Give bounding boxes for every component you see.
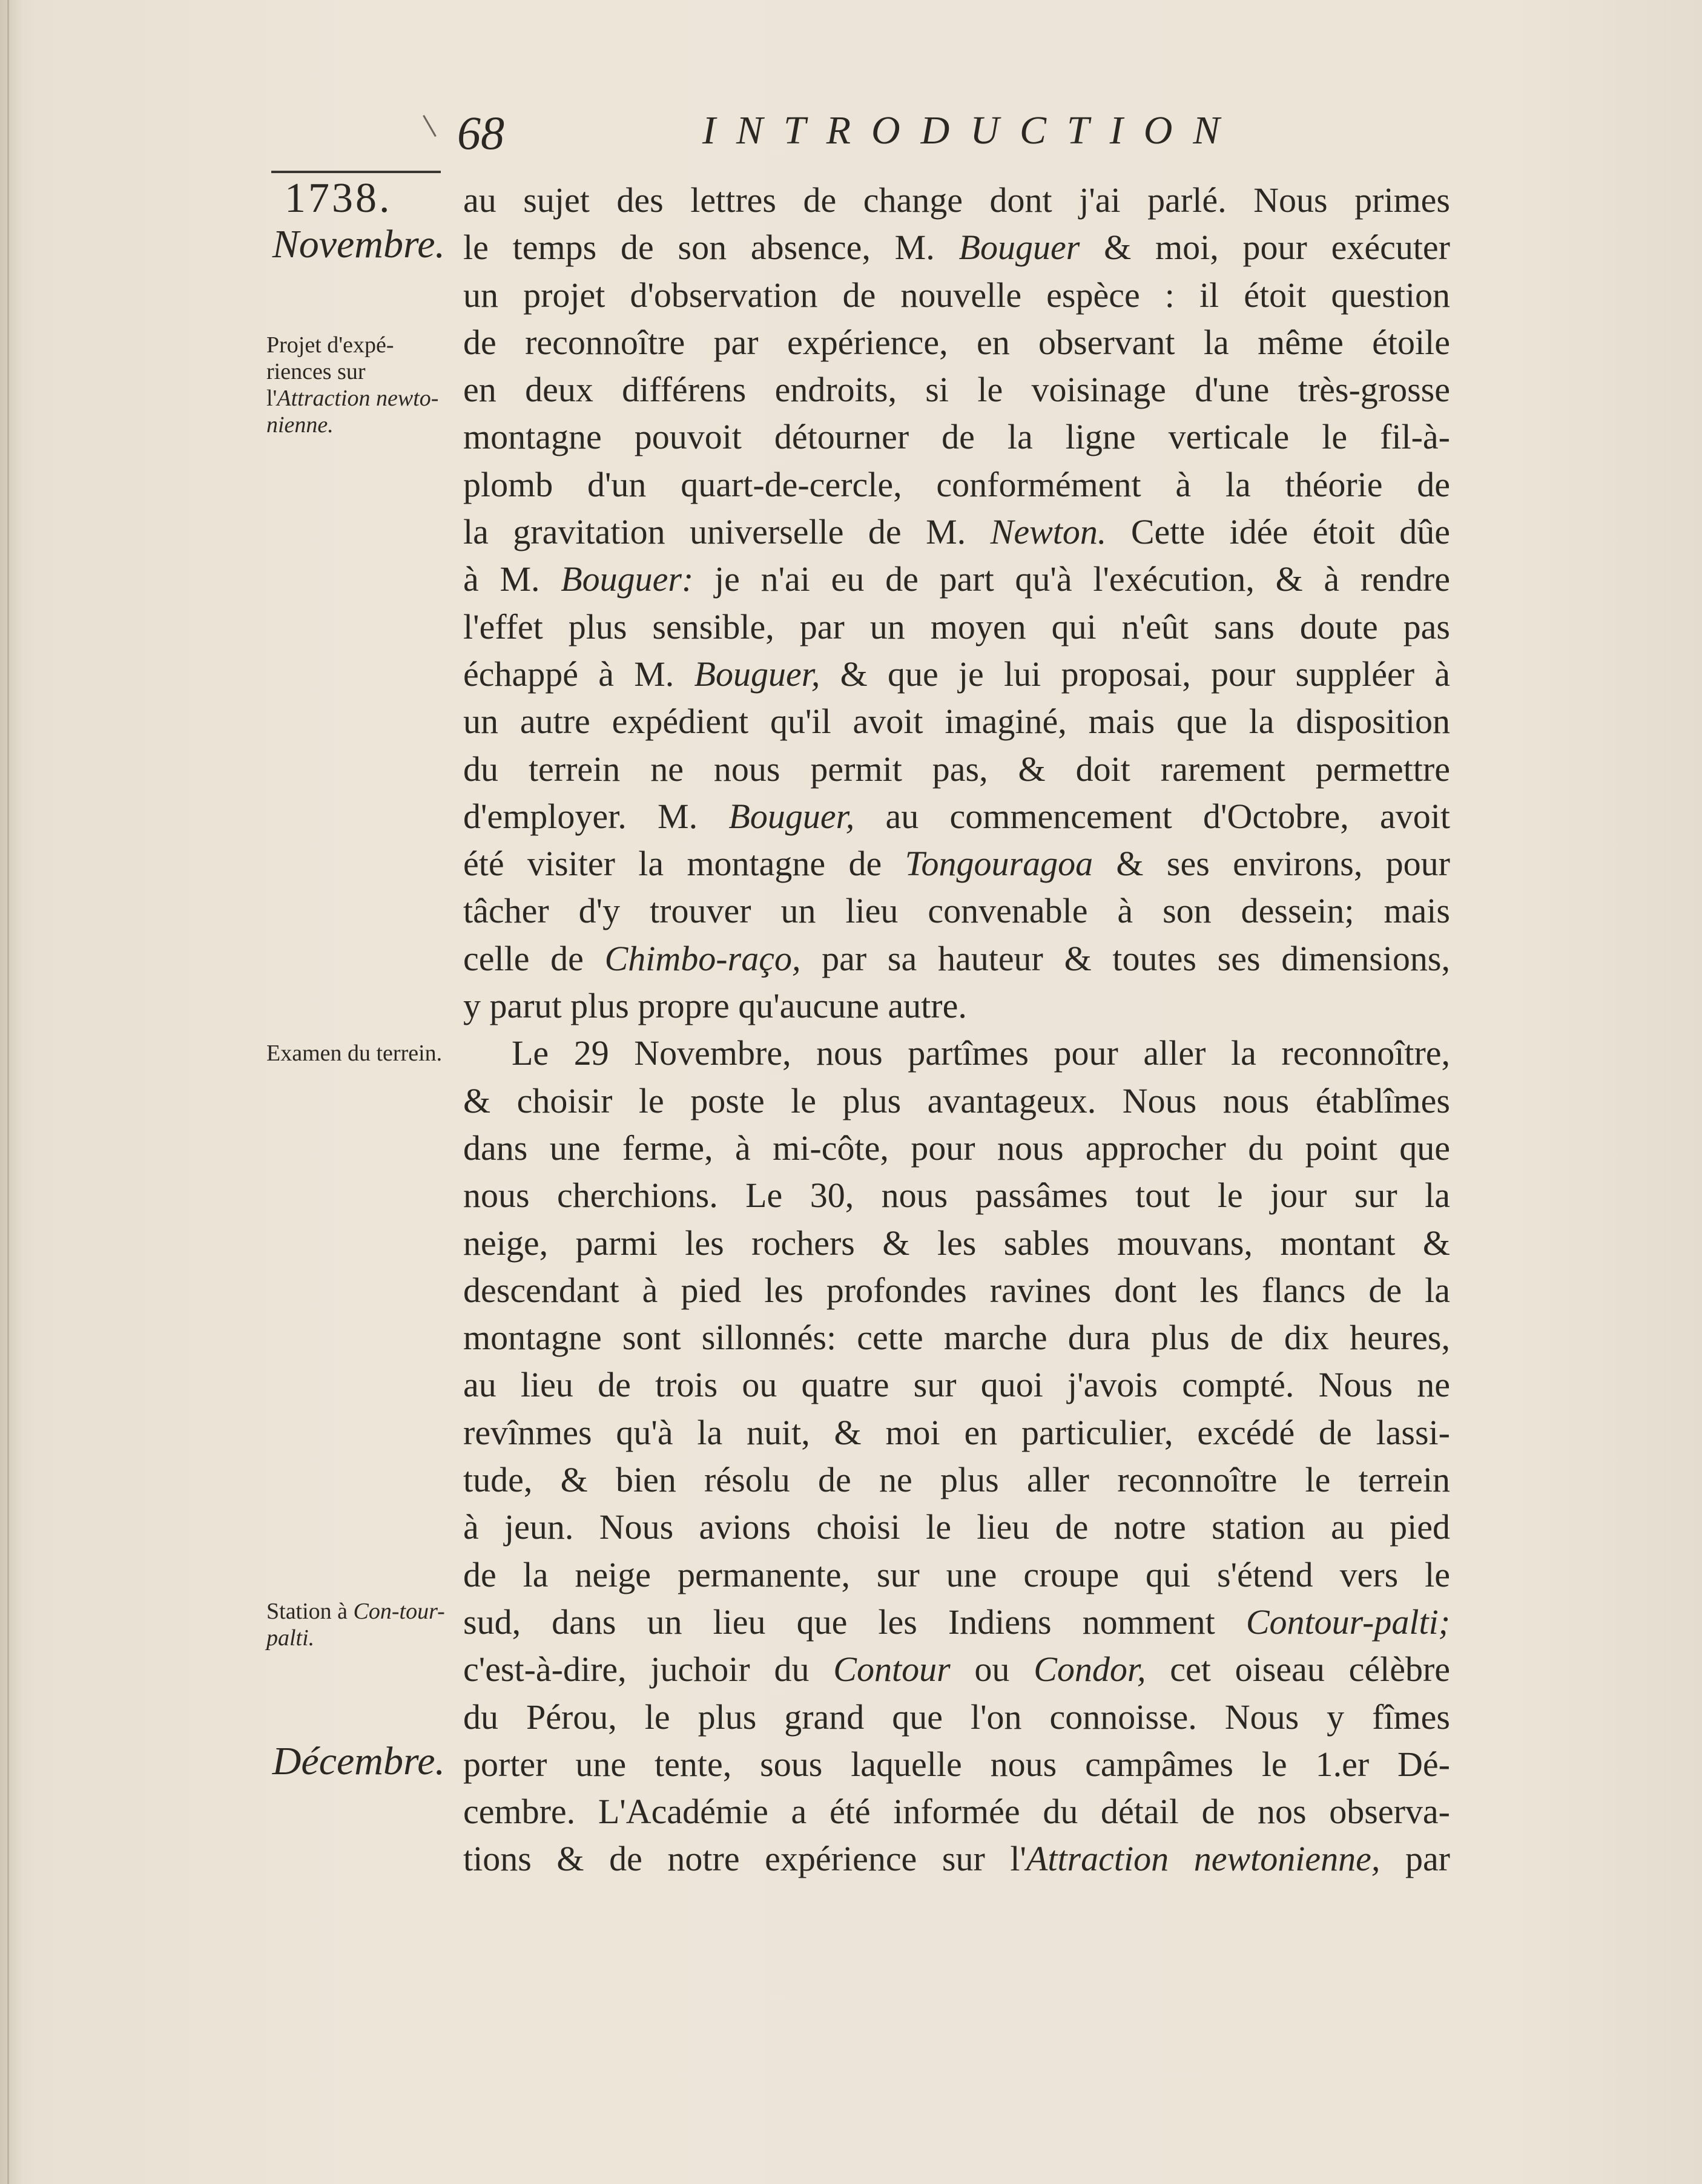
margin-note-projet-text: Projet d'expé-riences sur l' <box>266 332 394 411</box>
margin-note-examen-text: Examen du terrein. <box>266 1041 443 1066</box>
body-line: y parut plus propre qu'aucune autre. <box>463 986 967 1026</box>
body-line: en deux différens endroits, si le voisinage d'une très-grosse <box>463 370 1450 410</box>
gutter-shadow-line <box>7 0 9 2184</box>
body-text <box>463 177 1450 1883</box>
body-line: porter une tente, sous laquelle nous campâmes le 1.er Dé- <box>463 1744 1450 1784</box>
body-line: le temps de son absence, M. Bouguer & moi, pour exécuter <box>463 228 1450 268</box>
margin-month-november: Novembre. <box>272 222 445 266</box>
body-line: un projet d'observation de nouvelle espèce : il étoit question <box>463 275 1450 315</box>
body-line: c'est-à-dire, juchoir du Contour ou Condor, cet oiseau célèbre <box>463 1650 1450 1689</box>
binding-gutter <box>0 0 24 2184</box>
body-line: neige, parmi les rochers & les sables mouvans, montant & <box>463 1223 1450 1263</box>
margin-note-station-text: Station à <box>266 1599 354 1624</box>
body-line: Le 29 Novembre, nous partîmes pour aller la reconnoître, <box>512 1033 1450 1073</box>
body-line: de la neige permanente, sur une croupe qui s'étend vers le <box>463 1554 1450 1594</box>
margin-month-december: Décembre. <box>272 1739 445 1783</box>
margin-note-projet-italic: Attraction newto-nienne. <box>266 386 439 438</box>
body-line: cembre. L'Académie a été informée du détail de nos observa- <box>463 1792 1450 1832</box>
body-line: échappé à M. Bouguer, & que je lui proposai, pour suppléer à <box>463 654 1450 694</box>
body-line: celle de Chimbo-raço, par sa hauteur & toutes ses dimensions, <box>463 938 1450 978</box>
body-line: au lieu de trois ou quatre sur quoi j'avois compté. Nous ne <box>463 1365 1450 1405</box>
body-line: été visiter la montagne de Tongouragoa & ses environs, pour <box>463 844 1450 884</box>
body-line: revînmes qu'à la nuit, & moi en particulier, excédé de lassi- <box>463 1412 1450 1452</box>
body-line: de reconnoître par expérience, en observant la même étoile <box>463 322 1450 362</box>
body-line: plomb d'un quart-de-cercle, conformément à la théorie de <box>463 464 1450 504</box>
body-line: nous cherchions. Le 30, nous passâmes tout le jour sur la <box>463 1176 1450 1215</box>
body-line: tions & de notre expérience sur l'Attraction newtonienne, par <box>463 1839 1450 1879</box>
body-line: l'effet plus sensible, par un moyen qui n'eût sans doute pas <box>463 607 1450 646</box>
body-line: dans une ferme, à mi-côte, pour nous approcher du point que <box>463 1128 1450 1168</box>
margin-year: 1738. <box>285 175 392 222</box>
body-line: du Pérou, le plus grand que l'on connoisse. Nous y fîmes <box>463 1697 1450 1737</box>
body-line: sud, dans un lieu que les Indiens nomment Contour-palti; <box>463 1602 1450 1642</box>
margin-note-examen <box>266 1040 454 1067</box>
body-line: d'employer. M. Bouguer, au commencement d'Octobre, avoit <box>463 796 1451 836</box>
body-line: un autre expédient qu'il avoit imaginé, mais que la disposition <box>463 702 1450 742</box>
running-title: INTRODUCTION <box>702 108 1241 153</box>
body-line: montagne pouvoit détourner de la ligne verticale le fil-à- <box>463 417 1450 457</box>
margin-note-station-italic: Con-tour-palti. <box>266 1599 445 1651</box>
body-line: du terrein ne nous permit pas, & doit rarement permettre <box>463 749 1450 789</box>
body-line: tude, & bien résolu de ne plus aller reconnoître le terrein <box>463 1460 1450 1500</box>
body-line: descendant à pied les profondes ravines dont les flancs de la <box>463 1270 1450 1310</box>
body-line: & choisir le poste le plus avantageux. Nous nous établîmes <box>463 1080 1450 1120</box>
body-line: montagne sont sillonnés: cette marche dura plus de dix heures, <box>463 1318 1450 1358</box>
body-line: la gravitation universelle de M. Newton. Cette idée étoit dûe <box>463 512 1450 552</box>
body-line: tâcher d'y trouver un lieu convenable à son dessein; mais <box>463 891 1450 931</box>
body-line: au sujet des lettres de change dont j'ai parlé. Nous primes <box>463 180 1450 220</box>
body-line: à jeun. Nous avions choisi le lieu de notre station au pied <box>463 1507 1450 1547</box>
margin-note-station <box>266 1598 454 1651</box>
margin-note-projet <box>266 332 454 438</box>
header-rule <box>271 171 441 173</box>
body-line: à M. Bouguer: je n'ai eu de part qu'à l'exécution, & à rendre <box>463 559 1450 599</box>
page-number: 68 <box>457 107 504 159</box>
